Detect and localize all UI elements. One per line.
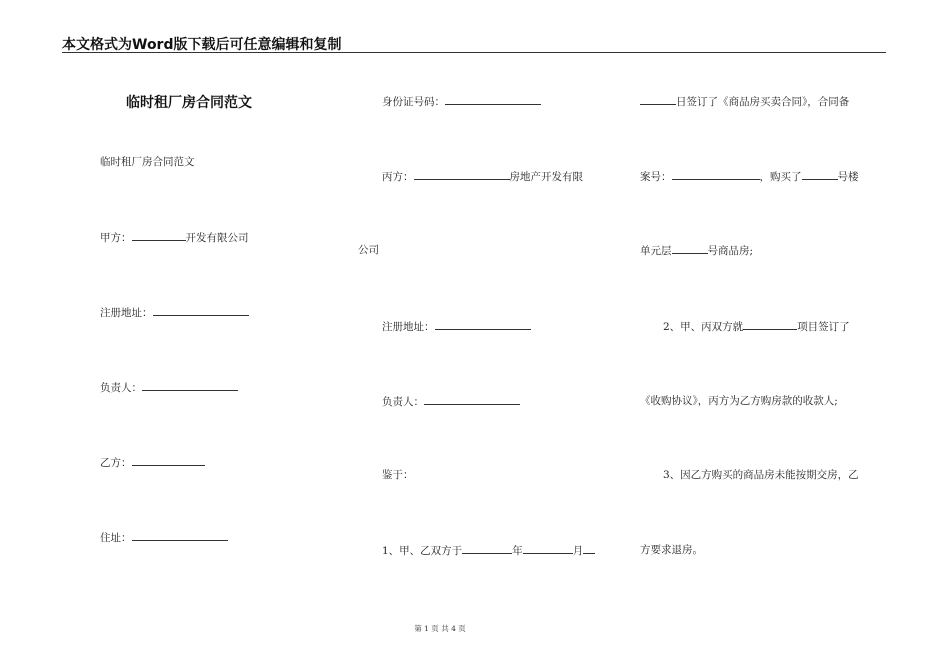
col3-line3-b: 号商品房; (707, 245, 754, 257)
reg-address-label-2: 注册地址： (382, 321, 435, 333)
principal-label-2: 负责人： (382, 396, 424, 408)
reg-address-label: 注册地址： (100, 307, 153, 319)
page-title: 临时租厂房合同范文 (126, 95, 252, 111)
col2-principal (382, 394, 520, 409)
clause1-day-blank (583, 543, 595, 554)
party-a-label: 甲方： (100, 232, 132, 244)
principal-blank (142, 380, 238, 391)
filing-number-blank (672, 169, 760, 180)
header-divider (62, 52, 886, 53)
party-b-blank (132, 455, 205, 466)
col3-line2-c: 号楼 (837, 171, 859, 183)
col3-line1 (640, 94, 849, 109)
col3-line4 (663, 319, 850, 334)
party-a-blank (132, 230, 186, 241)
col1-subtitle: 临时租厂房合同范文 (100, 156, 195, 168)
col2-id-number (382, 94, 541, 109)
party-c-label: 丙方： (382, 171, 414, 183)
reg-address-blank (153, 305, 249, 316)
col3-line2-b: ，购买了 (759, 171, 802, 183)
col3-line5: 《收购协议》，丙方为乙方购房款的收款人; (640, 395, 838, 407)
clause1-month-blank (523, 543, 573, 554)
col2-reg-address (382, 319, 531, 334)
col3-line4-a: 2、甲、丙双方就 (663, 321, 744, 333)
party-c-blank (414, 169, 510, 180)
col1-party-a (100, 230, 249, 245)
col2-clause1 (382, 543, 595, 558)
party-a-suffix: 开发有限公司 (185, 232, 249, 244)
id-label: 身份证号码： (382, 96, 445, 108)
building-blank (802, 169, 838, 180)
page-number: 第 1 页 共 4 页 (414, 624, 466, 633)
unit-blank (672, 243, 708, 254)
col1-party-b (100, 455, 205, 470)
clause1-year: 年 (512, 545, 523, 557)
col2-whereas: 鉴于： (382, 469, 414, 481)
principal-blank-2 (424, 394, 520, 405)
col3-line3-a: 单元层 (640, 245, 672, 257)
day-blank (640, 94, 676, 105)
col3-line4-b: 项目签订了 (797, 321, 850, 333)
col3-line2 (640, 169, 859, 184)
col1-address (100, 530, 228, 545)
clause1-year-blank (462, 543, 512, 554)
address-blank (132, 530, 228, 541)
principal-label: 负责人： (100, 382, 142, 394)
col2-party-c-cont: 公司 (358, 244, 379, 256)
col3-line6: 3、因乙方购买的商品房未能按期交房，乙 (663, 469, 859, 481)
id-blank (445, 94, 541, 105)
col1-principal (100, 380, 238, 395)
col3-line2-a: 案号： (640, 171, 672, 183)
document-header-banner: 本文格式为Word版下载后可任意编辑和复制 (62, 37, 342, 53)
col1-reg-address (100, 305, 249, 320)
project-blank (743, 319, 797, 330)
col2-party-c (382, 169, 583, 184)
address-label: 住址： (100, 532, 132, 544)
party-c-suffix: 房地产开发有限 (509, 171, 583, 183)
party-b-label: 乙方： (100, 457, 132, 469)
clause1-month: 月 (572, 545, 584, 557)
col3-line1-text: 日签订了《商品房买卖合同》，合同备 (676, 96, 850, 108)
col3-line7: 方要求退房。 (640, 544, 703, 556)
clause1-text: 1、甲、乙双方于 (382, 545, 463, 557)
reg-address-blank-2 (435, 319, 531, 330)
col3-line3 (640, 243, 753, 258)
